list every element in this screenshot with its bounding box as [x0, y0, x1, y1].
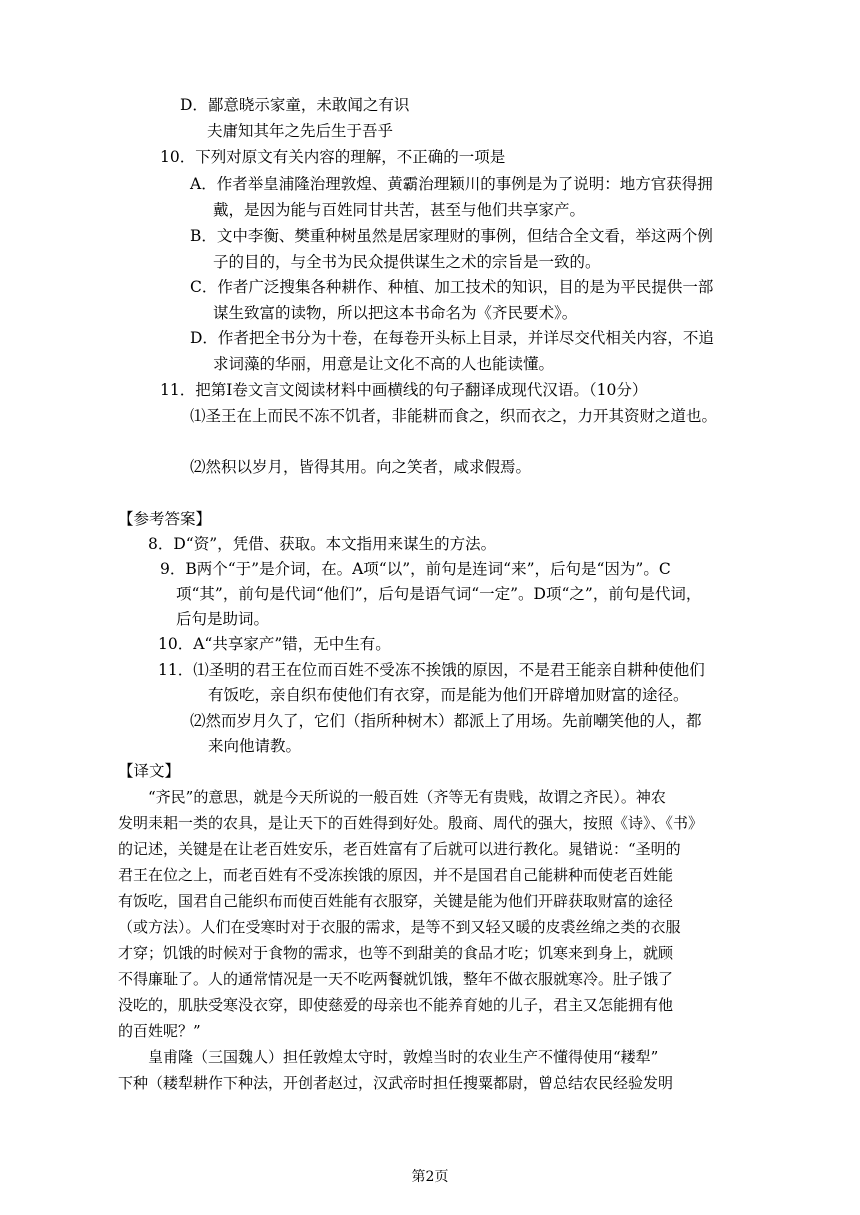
- answer-11-2-line1: ⑵然而岁月久了，它们（指所种树木）都派上了用场。先前嘲笑他的人，都: [190, 712, 702, 730]
- q9-option-d-line2: 夫庸知其年之先后生于吾乎: [207, 122, 394, 140]
- q10-option-a-line1: A．作者举皇浦隆治理敦煌、黄霸治理颖川的事例是为了说明：地方官获得拥: [190, 175, 713, 193]
- question-10-stem: 10．下列对原文有关内容的理解，不正确的一项是: [160, 148, 506, 166]
- translation-line: 有饭吃，国君自己能织布而使百姓能有衣服穿，关键是能为他们开辟获取财富的途径: [118, 892, 674, 910]
- answer-8: 8．D“资”，凭借、获取。本文指用来谋生的方法。: [148, 535, 497, 553]
- page-number: 第2页: [411, 1169, 449, 1185]
- translation-line: 没吃的，肌肤受寒没衣穿，即使慈爱的母亲也不能养育她的儿子，君主又怎能拥有他: [118, 996, 674, 1014]
- answer-10: 10．A“共享家产”错，无中生有。: [158, 635, 391, 653]
- answer-9-line3: 后句是助词。: [176, 610, 270, 628]
- q10-option-b-line1: B．文中李衡、樊重种树虽然是居家理财的事例，但结合全文看，举这两个例: [190, 227, 713, 245]
- answer-9-line2: 项“其”，前句是代词“他们”，后句是语气词“一定”。D项“之”，前句是代词，: [176, 585, 702, 603]
- translation-line: 的百姓呢？”: [118, 1022, 201, 1040]
- q10-option-d-line2: 求词藻的华丽，用意是让文化不高的人也能读懂。: [213, 355, 555, 373]
- translation-heading: 【译文】: [118, 762, 181, 780]
- translation-line: 君王在位之上，而老百姓有不受冻挨饿的原因，并不是国君自己能耕种而使老百姓能: [118, 866, 674, 884]
- answer-11-1-line2: 有饭吃，亲自织布使他们有衣穿，而是能为他们开辟增加财富的途径。: [208, 686, 689, 704]
- translation-line: “齐民”的意思，就是今天所说的一般百姓（齐等无有贵贱，故谓之齐民）。神农: [148, 788, 666, 806]
- answer-11-1-line1: 11．⑴圣明的君王在位而百姓不受冻不挨饿的原因，不是君王能亲自耕种使他们: [158, 661, 705, 679]
- q10-option-d-line1: D．作者把全书分为十卷，在每卷开头标上目录，并详尽交代相关内容，不追: [190, 329, 714, 347]
- translation-line: 发明耒耜一类的农具，是让天下的百姓得到好处。殷商、周代的强大，按照《诗》、《书》: [118, 814, 704, 832]
- q10-option-c-line1: C．作者广泛搜集各种耕作、种植、加工技术的知识，目的是为平民提供一部: [190, 278, 714, 296]
- q10-option-b-line2: 子的目的，与全书为民众提供谋生之术的宗旨是一致的。: [213, 253, 601, 271]
- translation-line: 不得廉耻了。人的通常情况是一天不吃两餐就饥饿，整年不做衣服就寒冷。肚子饿了: [118, 970, 674, 988]
- answers-heading: 【参考答案】: [118, 510, 212, 528]
- translation-line: 的记述，关键是在让老百姓安乐，老百姓富有了后就可以进行教化。晁错说：“圣明的: [118, 840, 681, 858]
- answer-11-2-line2: 来向他请教。: [208, 737, 302, 755]
- q10-option-c-line2: 谋生致富的读物，所以把这本书命名为《齐民要术》。: [213, 304, 578, 322]
- translation-line: 下种（耧犁耕作下种法，开创者赵过，汉武帝时担任搜粟都尉，曾总结农民经验发明: [118, 1074, 674, 1092]
- answer-9-line1: 9．B两个“于”是介词，在。A项“以”，前句是连词“来”，后句是“因为”。C: [160, 560, 671, 578]
- q9-option-d-line1: D．鄙意晓示家童，未敢闻之有识: [180, 96, 410, 114]
- translation-line: （或方法）。人们在受寒时对于衣服的需求，是等不到又轻又暖的皮裘丝绵之类的衣服: [118, 918, 681, 936]
- question-11-stem: 11．把第Ⅰ卷文言文阅读材料中画横线的句子翻译成现代汉语。（10分）: [160, 381, 648, 399]
- q10-option-a-line2: 戴，是因为能与百姓同甘共苦，甚至与他们共享家产。: [213, 201, 586, 219]
- q11-sentence-1: ⑴圣王在上而民不冻不饥者，非能耕而食之，织而衣之，力开其资财之道也。: [190, 407, 718, 425]
- translation-line: 皇甫隆（三国魏人）担任敦煌太守时，敦煌当时的农业生产不懂得使用“耧犁”: [148, 1048, 659, 1066]
- translation-line: 才穿；饥饿的时候对于食物的需求，也等不到甜美的食品才吃；饥寒来到身上，就顾: [118, 944, 674, 962]
- q11-sentence-2: ⑵然积以岁月，皆得其用。向之笑者，咸求假焉。: [190, 458, 532, 476]
